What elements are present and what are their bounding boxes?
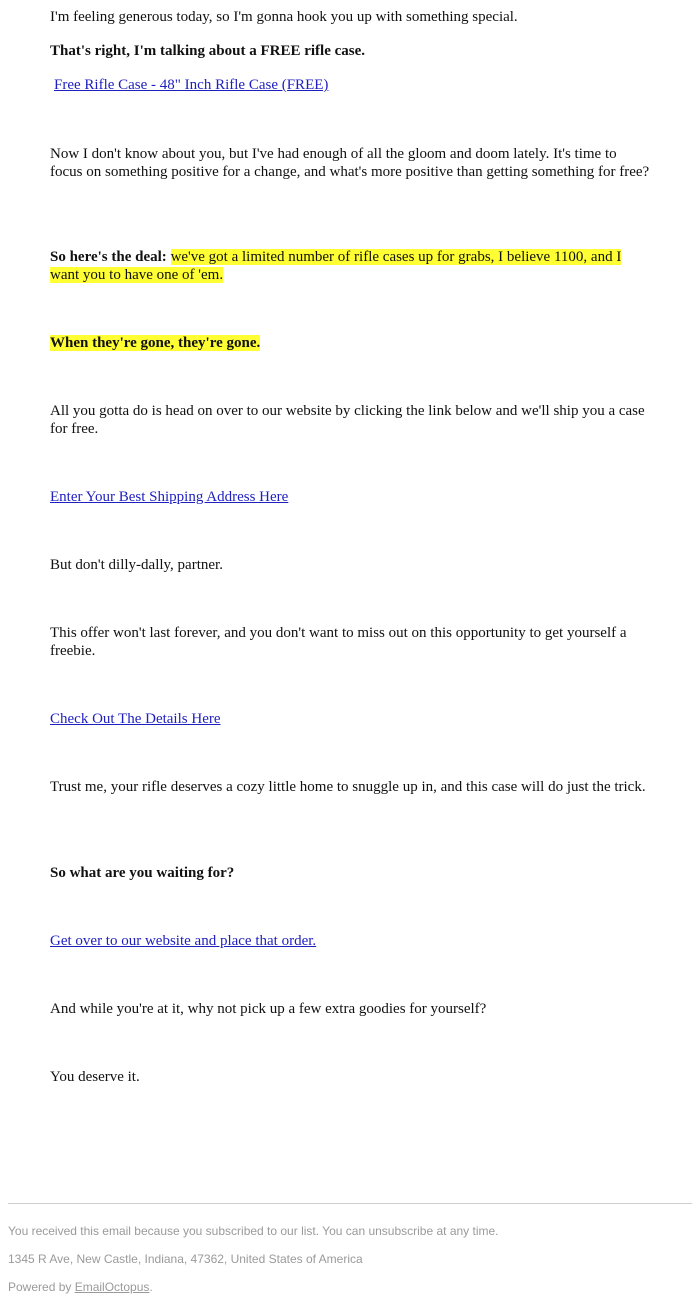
product-link-line — [54, 76, 654, 94]
deal-highlighted-text: we've got a limited number of rifle cases up for grabs, I believe 1100, and I want you to have one of 'em. — [50, 249, 622, 283]
place-order-link[interactable]: Get over to our website and place that order. — [50, 933, 317, 949]
headline-text: That's right, I'm talking about a FREE rifle case. — [50, 43, 366, 59]
trust-paragraph: Trust me, your rifle deserves a cozy little home to snuggle up in, and this case will do just the trick. — [50, 779, 646, 795]
deal-paragraph — [50, 248, 650, 284]
powered-by-line — [8, 1280, 692, 1294]
deserve-text: You deserve it. — [50, 1069, 140, 1085]
gone-highlighted-text: When they're gone, they're gone. — [50, 335, 261, 351]
free-rifle-case-link[interactable]: Free Rifle Case - 48" Inch Rifle Case (FREE) — [54, 77, 329, 93]
subscription-notice: You received this email because you subscribed to our list. You can unsubscribe at any time. — [8, 1224, 499, 1238]
intro-text: I'm feeling generous today, so I'm gonna hook you up with something special. — [50, 9, 518, 25]
dilly-dally-text: But don't dilly-dally, partner. — [50, 557, 223, 573]
shipping-link-line — [50, 488, 650, 506]
powered-by-suffix: . — [149, 1280, 153, 1294]
gone-paragraph — [50, 334, 650, 352]
details-link-line — [50, 710, 650, 728]
goodies-paragraph: And while you're at it, why not pick up a few extra goodies for yourself? — [50, 1001, 487, 1017]
powered-by-prefix: Powered by — [8, 1280, 75, 1294]
gloom-paragraph: Now I don't know about you, but I've had enough of all the gloom and doom lately. It's time to focus on something positive for a change, and what's more positive than getting something for free? — [50, 146, 650, 180]
emailoctopus-link[interactable]: EmailOctopus — [74, 1280, 150, 1294]
deal-label: So here's the deal: — [50, 249, 167, 265]
waiting-text: So what are you waiting for? — [50, 865, 235, 881]
check-details-link[interactable]: Check Out The Details Here — [50, 711, 221, 727]
offer-paragraph: This offer won't last forever, and you don't want to miss out on this opportunity to get yourself a freebie. — [50, 625, 627, 659]
footer-address: 1345 R Ave, New Castle, Indiana, 47362, United States of America — [8, 1252, 363, 1266]
footer-divider — [8, 1203, 692, 1204]
shipping-address-link[interactable]: Enter Your Best Shipping Address Here — [50, 489, 289, 505]
website-paragraph: All you gotta do is head on over to our website by clicking the link below and we'll ship you a case for free. — [50, 403, 645, 437]
order-link-line — [50, 932, 650, 950]
